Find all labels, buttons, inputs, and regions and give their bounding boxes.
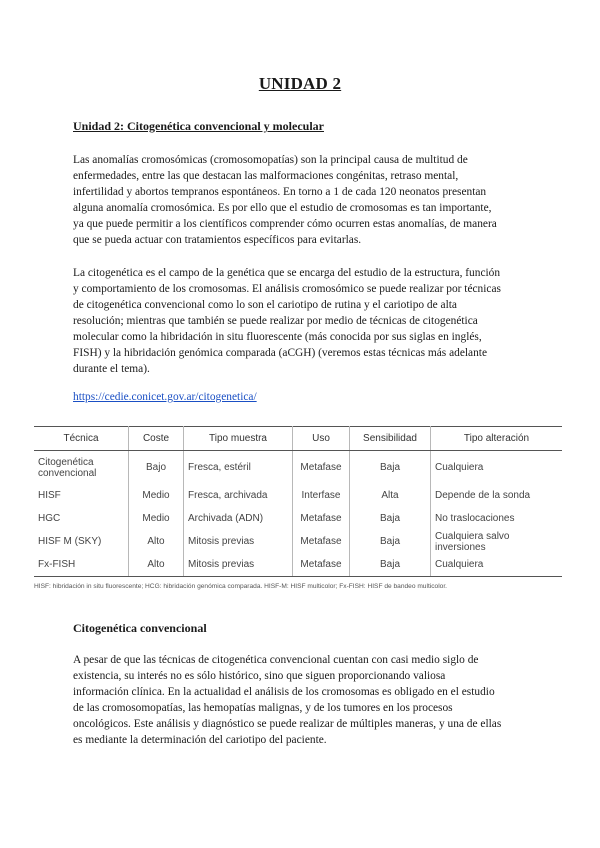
table-row [34, 507, 562, 530]
conventional-paragraph [73, 652, 535, 748]
paragraph-line: durante el tema). [73, 363, 150, 375]
citogenetica-paragraph [73, 265, 535, 377]
table-header-cell: Técnica [34, 427, 129, 451]
paragraph-line: infertilidad y abortos tempranos espontáneos. En torno a 1 de cada 120 neonatos presentan [73, 186, 487, 198]
table-cell: Alto [129, 530, 184, 553]
table-cell: Fresca, estéril [184, 451, 293, 485]
paragraph-line: Las anomalías cromosómicas (cromosomopatías) son la principal causa de multitud de [73, 154, 468, 166]
table-cell: Fresca, archivada [184, 484, 293, 507]
table-cell: Citogenética convencional [34, 451, 129, 485]
table-cell: Cualquiera salvo inversiones [435, 530, 510, 553]
paragraph-line: existencia, su interés no es sólo histórico, sino que siguen proporcionando valiosa [73, 670, 446, 682]
table-cell: Archivada (ADN) [184, 507, 293, 530]
paragraph-line: FISH) y la hibridación genómica comparada (aCGH) (veremos estas técnicas más adelante [73, 347, 488, 359]
table-header-row [34, 427, 562, 451]
paragraph-line: y comportamiento de los cromosomas. El análisis cromosómico se puede realizar por técnicas [73, 283, 501, 295]
table-header-cell: Tipo alteración [431, 427, 563, 451]
paragraph-line: es mediante la determinación del cariotipo del paciente. [73, 734, 327, 746]
table-cell: Metafase [293, 553, 350, 577]
table-cell: Fx-FISH [34, 553, 129, 577]
table-cell: Medio [129, 484, 184, 507]
page-title: UNIDAD 2 [258, 74, 342, 93]
table-header-cell: Uso [293, 427, 350, 451]
table-cell: Mitosis previas [184, 553, 293, 577]
table-cell: Baja [350, 507, 431, 530]
table-cell: Alto [129, 553, 184, 577]
table-header-cell: Sensibilidad [350, 427, 431, 451]
table-cell: Metafase [293, 507, 350, 530]
paragraph-line: La citogenética es el campo de la genética que se encarga del estudio de la estructura, función [73, 267, 501, 279]
paragraph-line: molecular como la hibridación in situ fluorescente (más conocida por sus siglas en inglés, [73, 331, 482, 343]
table-header-cell: Tipo muestra [184, 427, 293, 451]
section-heading: Unidad 2: Citogenética convencional y molecular [73, 119, 324, 133]
table-cell: Mitosis previas [184, 530, 293, 553]
table-row [34, 451, 562, 485]
table-cell: Bajo [129, 451, 184, 485]
table-row [34, 530, 562, 553]
paragraph-line: de las cromosomopatías, las hemopatías malignas, y de los tumores en los procesos [73, 702, 453, 714]
subsection-heading: Citogenética convencional [73, 621, 207, 635]
table-header-cell: Coste [129, 427, 184, 451]
table-cell: Cualquiera [435, 462, 484, 473]
paragraph-line: enfermedades, entre las que destacan las malformaciones congénitas, retraso mental, [73, 170, 459, 182]
intro-paragraph [73, 152, 535, 248]
paragraph-line: de citogenética convencional como lo son el cariotipo de rutina y el cariotipo de alta [73, 299, 457, 311]
table-cell: HISF [34, 484, 129, 507]
table-row [34, 553, 562, 577]
paragraph-line: ya que puede permitir a los científicos comprender cómo ocurren estas anomalías, de manera [73, 218, 497, 230]
table-row [34, 484, 562, 507]
reference-link[interactable]: https://cedie.conicet.gov.ar/citogenetica/ [73, 391, 257, 403]
table-cell: Baja [350, 451, 431, 485]
paragraph-line: que se pueda actuar con tratamientos específicos para evitarlas. [73, 234, 362, 246]
table-cell: HISF M (SKY) [34, 530, 129, 553]
paragraph-line: oncológicos. Este análisis y diagnóstico se puede realizar de múltiples maneras, y una de ellas [73, 718, 502, 730]
table-cell: Interfase [293, 484, 350, 507]
table-cell: Baja [350, 553, 431, 577]
table-cell: Metafase [293, 530, 350, 553]
table-cell: No traslocaciones [435, 513, 515, 524]
paragraph-line: alguna anomalía cromosómica. Es por ello que el estudio de cromosomas es tan importante, [73, 202, 492, 214]
paragraph-line: A pesar de que las técnicas de citogenética convencional cuentan con casi medio siglo de [73, 654, 479, 666]
table-cell: Cualquiera [431, 553, 563, 577]
paragraph-line: información clínica. En la actualidad el análisis de los cromosomas es obligado en el estudio [73, 686, 495, 698]
techniques-table [34, 426, 562, 577]
table-cell: Alta [350, 484, 431, 507]
table-footnote: HISF: hibridación in situ fluorescente; HCG: hibridación genómica comparada. HISF-M: HISF multicolor; Fx-FISH: HISF de bandeo multicolor. [34, 583, 447, 590]
table-cell: Medio [129, 507, 184, 530]
table-cell: HGC [34, 507, 129, 530]
table-cell: Depende de la sonda [435, 490, 531, 501]
paragraph-line: resolución; mientras que también se puede realizar por medio de técnicas de citogenética [73, 315, 478, 327]
table-cell: Metafase [293, 451, 350, 485]
table-cell: Baja [350, 530, 431, 553]
